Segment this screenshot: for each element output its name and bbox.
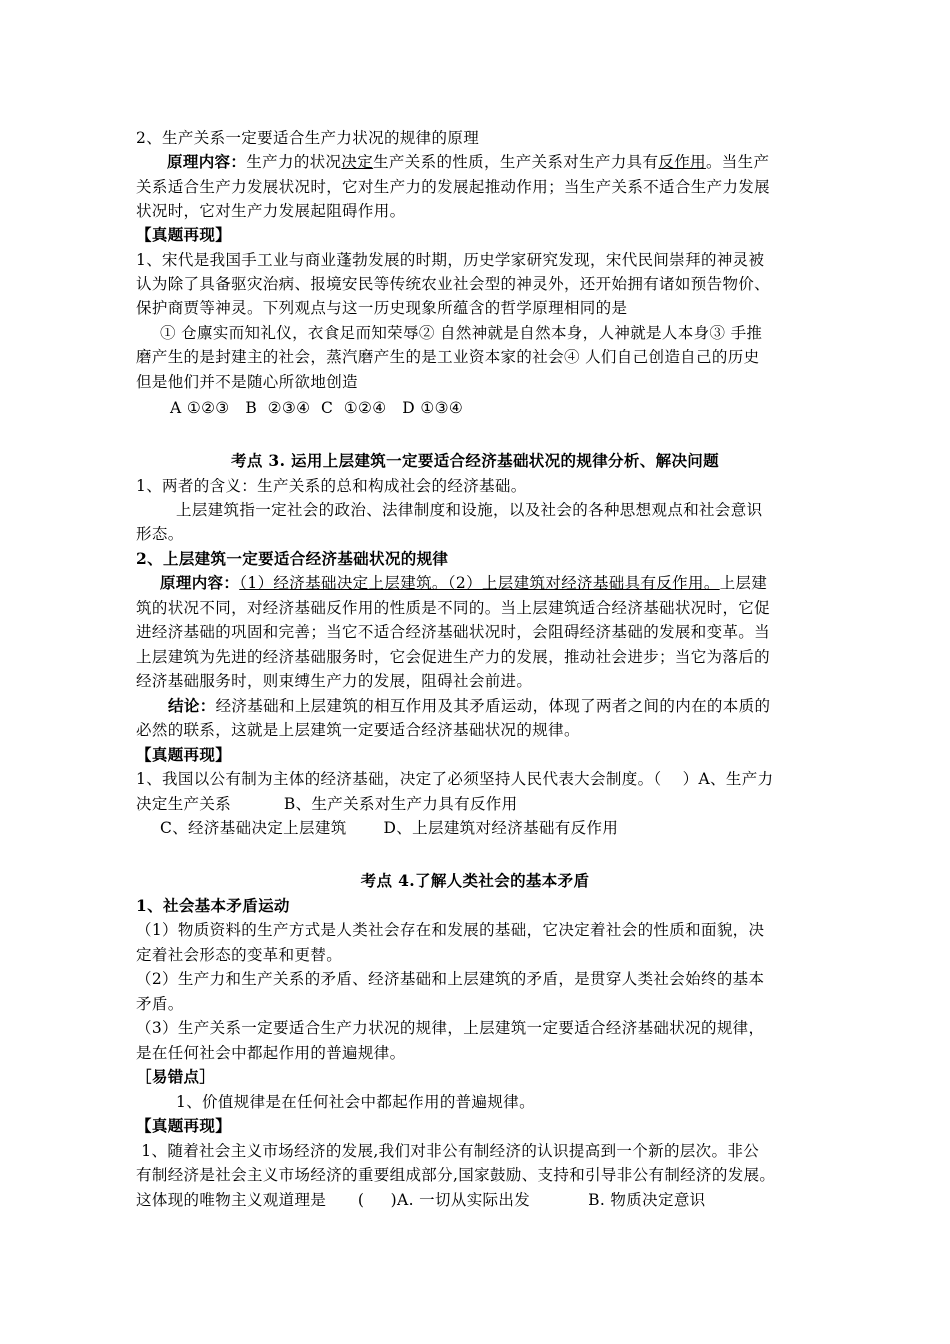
conclusion-line xyxy=(168,694,770,718)
text-run: 经济基础和上层建筑的相互作用及其矛盾运动，体现了两者之间的内在的本质的 xyxy=(215,697,771,715)
principle-label: 原理内容： xyxy=(160,573,240,592)
paragraph-line: 经济基础服务时，则束缚生产力的发展，阻碍社会前进。 xyxy=(136,672,533,690)
question-line: 有制经济是社会主义市场经济的重要组成部分,国家鼓励、支持和引导非公有制经济的发展。 xyxy=(136,1166,776,1184)
text-run: 生产力的状况 xyxy=(246,153,342,171)
question-line: 这体现的唯物主义观道理是 ( )A. 一切从实际出发 B. 物质决定意识 xyxy=(136,1191,706,1209)
principle-label: 原理内容： xyxy=(167,152,247,171)
paragraph-line: 筑的状况不同，对经济基础反作用的性质是不同的。当上层建筑适合经济基础状况时，它促 xyxy=(136,599,771,617)
question-line: 但是他们并不是随心所欲地创造 xyxy=(136,373,358,391)
conclusion-label: 结论： xyxy=(168,696,216,715)
underlined-principle: （1）经济基础决定上层建筑。（2）上层建筑对经济基础具有反作用。 xyxy=(239,574,720,592)
question-line: C、经济基础决定上层建筑 D、上层建筑对经济基础有反作用 xyxy=(160,819,619,837)
paragraph-line: 状况时，它对生产力发展起阻碍作用。 xyxy=(136,202,406,220)
paragraph-line: 上层建筑为先进的经济基础服务时，它会促进生产力的发展，推动社会进步；当它为落后的 xyxy=(136,648,771,666)
question-line: 保护商贾等神灵。下列观点与这一历史现象所蕴含的哲学原理相同的是 xyxy=(136,299,628,317)
paragraph-line: 进经济基础的巩固和完善；当它不适合经济基础状况时，会阻碍经济基础的发展和变革。当 xyxy=(136,623,771,641)
text-run: 生产关系的性质，生产关系对生产力具有 xyxy=(373,153,659,171)
real-question-label: 【真题再现】 xyxy=(136,745,232,764)
section-heading: 2、上层建筑一定要适合经济基础状况的规律 xyxy=(136,549,449,568)
section-heading: 1、社会基本矛盾运动 xyxy=(136,896,290,915)
underlined-term: 决定 xyxy=(341,153,374,171)
question-line: ① 仓廪实而知礼仪，衣食足而知荣辱② 自然神就是自然本身，人神就是人本身③ 手推 xyxy=(160,324,763,342)
real-question-label: 【真题再现】 xyxy=(136,225,232,244)
paragraph-line: 1、价值规律是在任何社会中都起作用的普遍规律。 xyxy=(176,1093,535,1111)
paragraph-line: 关系适合生产力发展状况时，它对生产力的发展起推动作用；当生产关系不适合生产力发展 xyxy=(136,178,771,196)
paragraph-line: 上层建筑指一定社会的政治、法律制度和设施，以及社会的各种思想观点和社会意识 xyxy=(176,501,763,519)
paragraph-line: 必然的联系，这就是上层建筑一定要适合经济基础状况的规律。 xyxy=(136,721,580,739)
paragraph-line: （2）生产力和生产关系的矛盾、经济基础和上层建筑的矛盾，是贯穿人类社会始终的基本 xyxy=(136,970,765,988)
paragraph-line: 是在任何社会中都起作用的普遍规律。 xyxy=(136,1044,406,1062)
paragraph-line: （3）生产关系一定要适合生产力状况的规律，上层建筑一定要适合经济基础状况的规律， xyxy=(136,1019,765,1037)
section-title: 考点 3. 运用上层建筑一定要适合经济基础状况的规律分析、解决问题 xyxy=(230,451,720,470)
paragraph-line: 定着社会形态的变革和更替。 xyxy=(136,946,343,964)
question-line: 1、宋代是我国手工业与商业蓬勃发展的时期，历史学家研究发现，宋代民间崇拜的神灵被 xyxy=(136,251,765,269)
paragraph-line: 矛盾。 xyxy=(136,995,184,1013)
error-point-label: ［易错点］ xyxy=(136,1067,216,1086)
section-title: 考点 4.了解人类社会的基本矛盾 xyxy=(360,871,590,890)
principle-line xyxy=(160,571,767,595)
paragraph-line: （1）物质资料的生产方式是人类社会存在和发展的基础，它决定着社会的性质和面貌，决 xyxy=(136,921,765,939)
section-heading: 2、生产关系一定要适合生产力状况的规律的原理 xyxy=(136,129,480,147)
question-line: 1、我国以公有制为主体的经济基础，决定了必须坚持人民代表大会制度。（ ）A、生产力 xyxy=(136,770,774,788)
paragraph-line: 形态。 xyxy=(136,525,184,543)
question-line: 1、随着社会主义市场经济的发展,我们对非公有制经济的认识提高到一个新的层次。非公 xyxy=(136,1142,760,1160)
text-run: 上层建 xyxy=(719,574,768,592)
text-run: 。当生产 xyxy=(705,153,770,171)
question-line: 认为除了具备驱灾治病、报境安民等传统农业社会型的神灵外，还开始拥有诸如预告物价、 xyxy=(136,275,771,293)
real-question-label: 【真题再现】 xyxy=(136,1116,232,1135)
question-line: 决定生产关系 B、生产关系对生产力具有反作用 xyxy=(136,795,518,813)
principle-line xyxy=(167,150,769,174)
underlined-term: 反作用 xyxy=(658,153,706,171)
question-line: 磨产生的是封建主的社会，蒸汽磨产生的是工业资本家的社会④ 人们自己创造自己的历史 xyxy=(136,348,760,366)
paragraph-line: 1、两者的含义：生产关系的总和构成社会的经济基础。 xyxy=(136,477,527,495)
answer-options: A ①②③ B ②③④ C ①②④ D ①③④ xyxy=(170,399,464,417)
